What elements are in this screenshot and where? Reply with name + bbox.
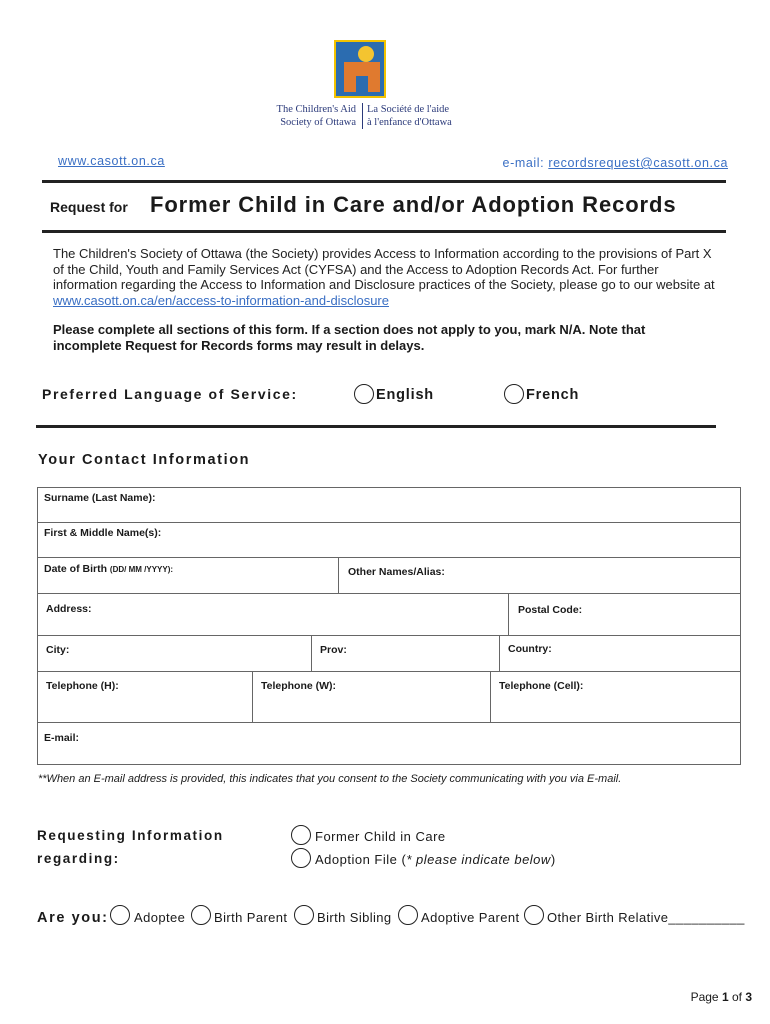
page-prefix: Page (690, 990, 722, 1004)
french-label: French (526, 387, 580, 403)
country-label: Country: (508, 643, 552, 655)
adoption-file-note: * please indicate below (406, 852, 551, 867)
french-radio[interactable] (504, 384, 524, 404)
telephone-work-label: Telephone (W): (261, 680, 337, 692)
other-birth-relative-label: Other Birth Relative__________ (547, 910, 745, 925)
page-title: Former Child in Care and/or Adoption Records (150, 192, 677, 217)
logo-en-line1: The Children's Aid (276, 104, 356, 115)
address-field[interactable] (37, 593, 509, 636)
sun-icon (358, 46, 374, 62)
address-label: Address: (46, 603, 92, 615)
city-field[interactable] (37, 635, 312, 672)
country-field[interactable] (499, 635, 741, 672)
title-prefix: Request for (50, 199, 128, 215)
adoption-file-prefix: Adoption File ( (315, 852, 407, 867)
other-names-field[interactable] (338, 557, 741, 594)
page-current: 1 (721, 990, 729, 1004)
adoptee-label: Adoptee (134, 910, 186, 925)
other-names-label: Other Names/Alias: (348, 566, 445, 578)
prov-field[interactable] (311, 635, 500, 672)
former-child-radio[interactable] (291, 825, 311, 845)
language-label: Preferred Language of Service: (42, 386, 298, 402)
page-number (691, 990, 752, 1004)
adoptee-radio[interactable] (110, 905, 130, 925)
requesting-label-line2: regarding: (37, 851, 120, 866)
page-of: of (728, 990, 746, 1004)
dob-label-text: Date of Birth (44, 563, 107, 575)
title-rule (42, 230, 726, 233)
adoption-file-label (315, 852, 556, 867)
telephone-home-label: Telephone (H): (46, 680, 119, 692)
first-middle-field[interactable] (37, 522, 741, 558)
former-child-label: Former Child in Care (315, 829, 446, 844)
birth-sibling-radio[interactable] (294, 905, 314, 925)
adoptive-parent-radio[interactable] (398, 905, 418, 925)
logo-divider (362, 103, 363, 129)
email-field-label: E-mail: (44, 732, 80, 744)
email-header (503, 154, 728, 172)
postal-code-label: Postal Code: (518, 604, 583, 616)
birth-parent-radio[interactable] (191, 905, 211, 925)
language-rule (36, 425, 716, 428)
instructions-line1: Please complete all sections of this form. If a section does not apply to you, mark N/A. Note that (53, 322, 646, 337)
telephone-cell-label: Telephone (Cell): (499, 680, 584, 692)
birth-sibling-label: Birth Sibling (317, 910, 392, 925)
email-field[interactable] (37, 722, 741, 765)
city-label: City: (46, 644, 70, 656)
surname-field[interactable] (37, 487, 741, 523)
prov-label: Prov: (320, 644, 347, 656)
requesting-label-line1: Requesting Information (37, 828, 224, 843)
website-link[interactable]: www.casott.on.ca (58, 154, 165, 168)
contact-heading: Your Contact Information (38, 452, 251, 468)
surname-label: Surname (Last Name): (44, 492, 156, 504)
first-middle-label: First & Middle Name(s): (44, 527, 162, 539)
intro-paragraph (53, 246, 719, 308)
dob-format: (DD/ MM /YYYY): (109, 565, 174, 574)
logo-fr-line2: à l'enfance d'Ottawa (367, 117, 452, 128)
instructions-line2: incomplete Request for Records forms may result in delays. (53, 338, 425, 353)
other-birth-relative-radio[interactable] (524, 905, 544, 925)
email-consent-note: **When an E-mail address is provided, this indicates that you consent to the Society communicating with you via E-mail. (38, 773, 622, 785)
birth-parent-label: Birth Parent (214, 910, 288, 925)
email-label: e-mail: (502, 156, 549, 170)
adoption-file-suffix: ) (550, 852, 556, 867)
english-label: English (376, 387, 434, 403)
dob-label (44, 563, 173, 575)
dob-field[interactable] (37, 557, 339, 594)
intro-text: The Children's Society of Ottawa (the Society) provides Access to Information according to the provisions of Part X of the Child, Youth and Family Services Act (CYFSA) and the Access to Adoption Records Act. For further information regarding the Access to Information and Disclosure practices of the Society, please go to our website at (53, 246, 715, 292)
postal-code-field[interactable] (508, 593, 741, 636)
adoption-file-radio[interactable] (291, 848, 311, 868)
logo-image (334, 40, 386, 98)
telephone-work-field[interactable] (252, 671, 491, 723)
english-radio[interactable] (354, 384, 374, 404)
header-rule (42, 180, 726, 183)
telephone-cell-field[interactable] (490, 671, 741, 723)
logo-text-en (273, 103, 356, 129)
disclosure-link[interactable]: www.casott.on.ca/en/access-to-information-and-disclosure (53, 292, 389, 308)
adoptive-parent-label: Adoptive Parent (421, 910, 520, 925)
logo-fr-line1: La Société de l'aide (367, 104, 450, 115)
door-icon (356, 76, 368, 92)
logo-text-fr (367, 103, 452, 129)
email-link[interactable]: recordsrequest@casott.on.ca (548, 156, 728, 170)
logo-en-line2: Society of Ottawa (280, 117, 356, 128)
page-total: 3 (745, 990, 752, 1004)
telephone-home-field[interactable] (37, 671, 253, 723)
are-you-label: Are you: (37, 910, 109, 926)
